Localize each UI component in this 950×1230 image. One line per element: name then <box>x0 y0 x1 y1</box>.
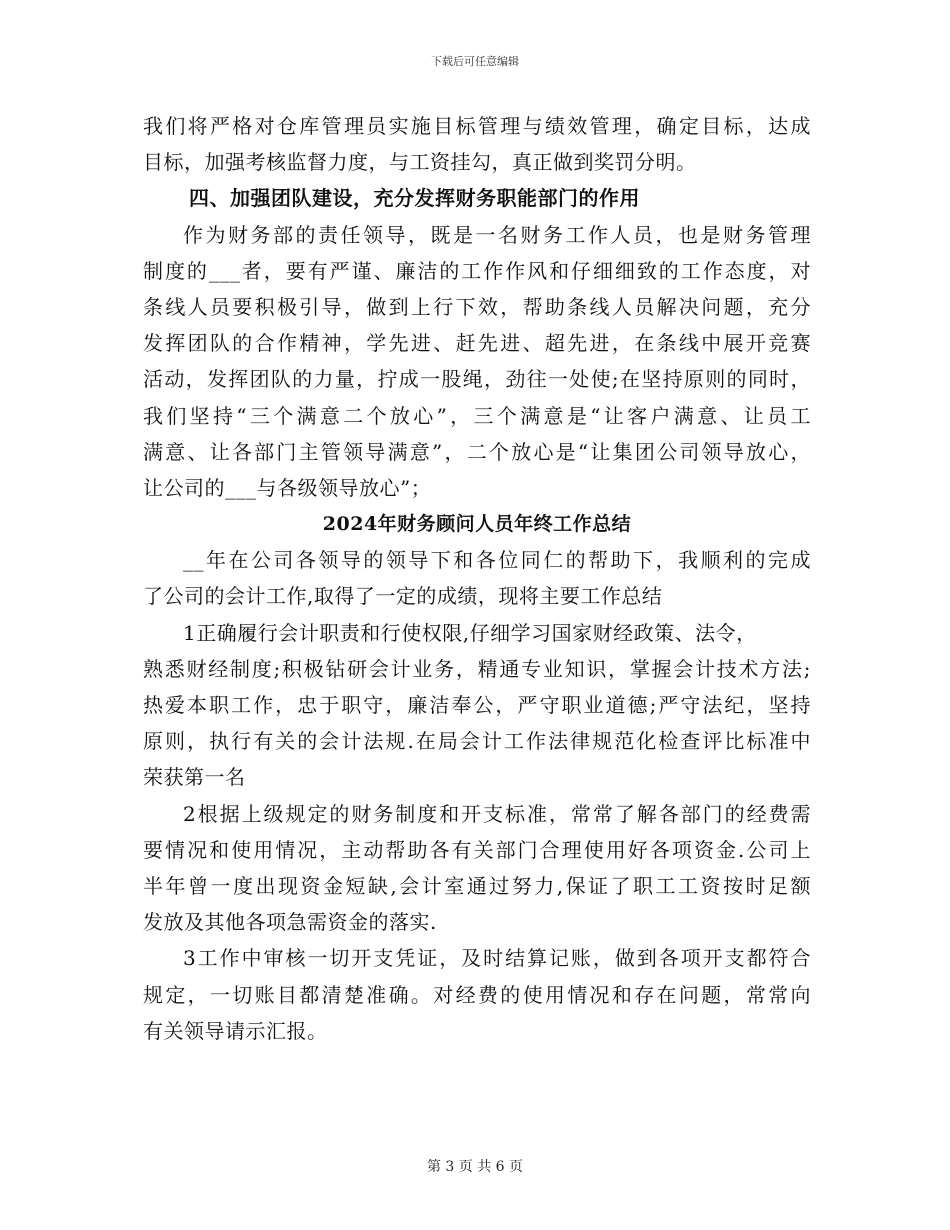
body-line: 让公司的___与各级领导放心”； <box>143 475 432 500</box>
body-line: __年在公司各领导的领导下和各位同仁的帮助下，我顺利的完成 <box>183 548 811 573</box>
body-line: 了公司的会计工作,取得了一定的成绩，现将主要工作总结 <box>143 584 663 609</box>
body-line: 要情况和使用情况，主动帮助各有关部门合理使用好各项资金.公司上 <box>143 837 811 862</box>
body-line: 满意、让各部门主管领导满意”，二个放心是“让集团公司领导放心， <box>143 439 811 464</box>
section-heading: 四、加强团队建设，充分发挥财务职能部门的作用 <box>189 186 640 211</box>
body-line: 目标，加强考核监督力度，与工资挂勾，真正做到奖罚分明。 <box>143 150 697 175</box>
body-line: 活动，发挥团队的力量，拧成一股绳，劲往一处使;在坚持原则的同时， <box>143 367 811 392</box>
body-line: 熟悉财经制度;积极钻研会计业务，精通专业知识，掌握会计技术方法; <box>143 656 811 681</box>
body-line: 原则，执行有关的会计法规.在局会计工作法律规范化检查评比标准中 <box>143 729 811 754</box>
body-line: 作为财务部的责任领导，既是一名财务工作人员，也是财务管理 <box>183 222 811 247</box>
page-header-note: 下载后可任意编辑 <box>431 55 519 68</box>
body-line: 规定，一切账目都清楚准确。对经费的使用情况和存在问题，常常向 <box>143 982 811 1007</box>
body-line: 热爱本职工作，忠于职守，廉洁奉公，严守职业道德;严守法纪，坚持 <box>143 693 811 717</box>
document-title: 2024年财务顾问人员年终工作总结 <box>322 513 632 536</box>
body-line: 制度的___者，要有严谨、廉洁的工作作风和仔细细致的工作态度，对 <box>143 258 811 283</box>
body-line: 荣获第一名 <box>143 765 246 790</box>
body-line: 有关领导请示汇报。 <box>143 1018 328 1043</box>
body-line: 我们将严格对仓库管理员实施目标管理与绩效管理，确定目标，达成 <box>143 114 811 138</box>
body-line: 我们坚持“三个满意二个放心”，三个满意是“让客户满意、让员工 <box>143 403 811 428</box>
body-line: 发放及其他各项急需资金的落实. <box>143 910 437 935</box>
body-line: 条线人员要积极引导，做到上行下效，帮助条线人员解决问题，充分 <box>143 294 811 319</box>
body-line: 半年曾一度出现资金短缺,会计室通过努力,保证了职工工资按时足额 <box>143 873 811 898</box>
body-line: 发挥团队的合作精神，学先进、赶先进、超先进，在条线中展开竞赛 <box>143 331 811 356</box>
body-line: 1正确履行会计职责和行使权限,仔细学习国家财经政策、法令， <box>183 620 757 645</box>
body-line: 2根据上级规定的财务制度和开支标准，常常了解各部门的经费需 <box>183 801 811 826</box>
page-number: 第 3 页 共 6 页 <box>426 1159 524 1175</box>
document-body <box>143 108 811 1049</box>
body-line: 3工作中审核一切开支凭证，及时结算记账，做到各项开支都符合 <box>183 946 811 971</box>
